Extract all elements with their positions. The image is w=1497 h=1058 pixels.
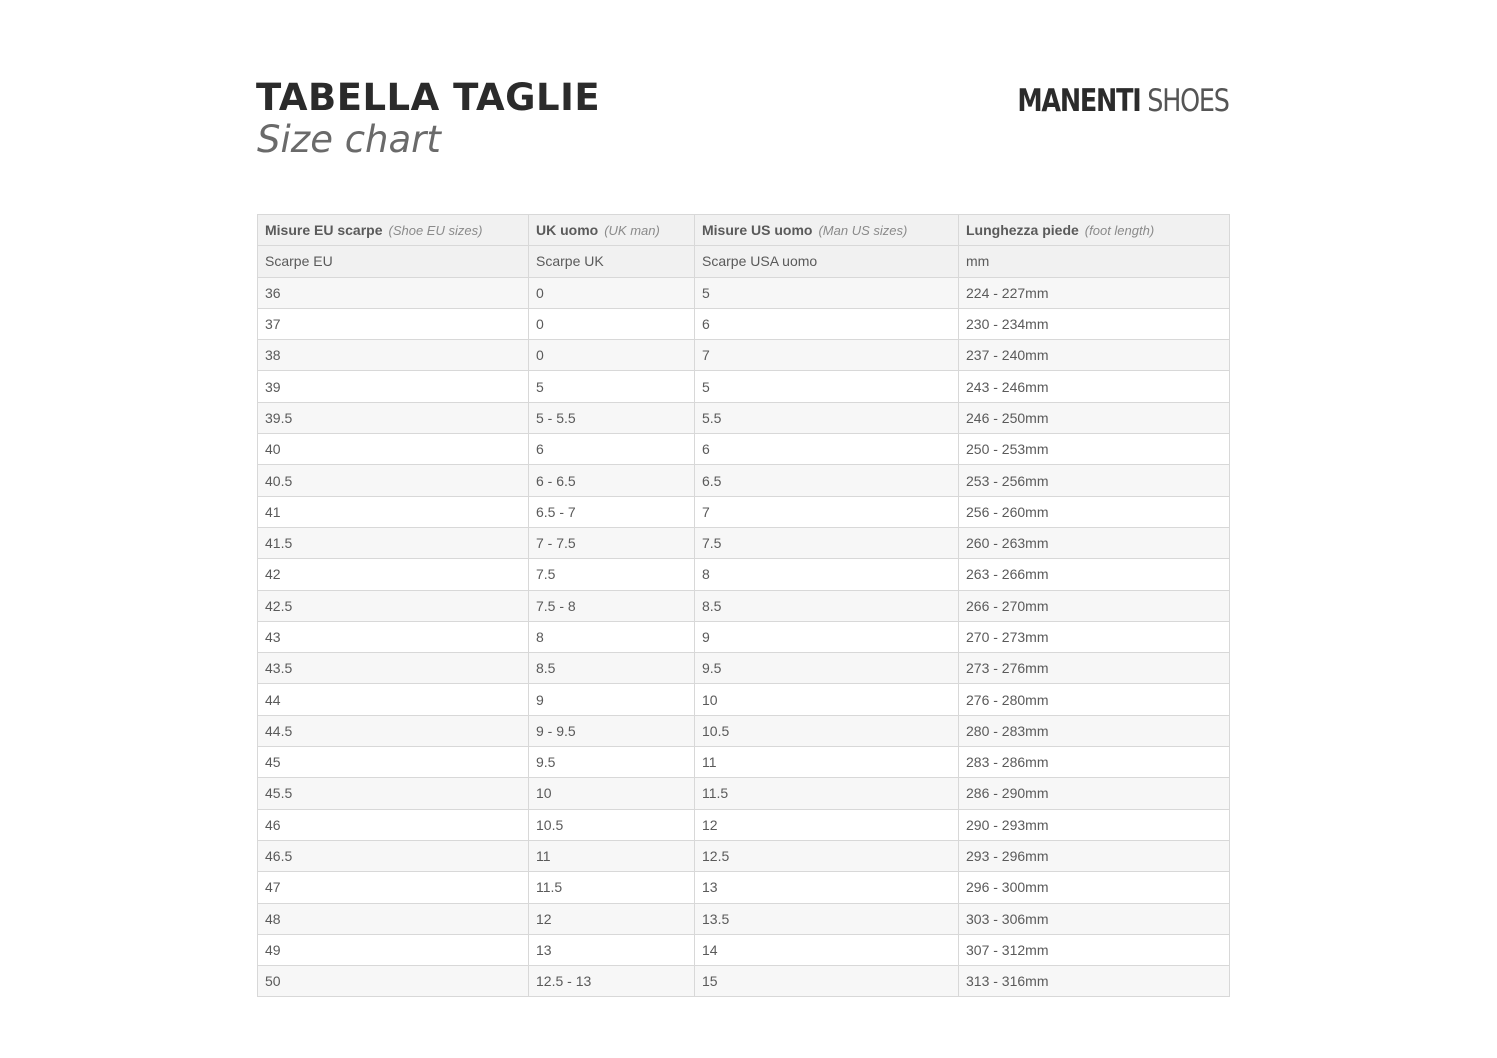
table-row xyxy=(258,966,1230,997)
cell-foot-length: 296 - 300mm xyxy=(959,872,1230,903)
cell-us-size: 13 xyxy=(695,872,959,903)
cell-us-size: 9.5 xyxy=(695,653,959,684)
cell-eu-size: 41.5 xyxy=(258,527,529,558)
cell-eu-size: 45 xyxy=(258,747,529,778)
cell-uk-size: 10.5 xyxy=(529,809,695,840)
cell-uk-size: 9.5 xyxy=(529,747,695,778)
cell-eu-size: 36 xyxy=(258,277,529,308)
cell-us-size: 14 xyxy=(695,934,959,965)
cell-foot-length: 283 - 286mm xyxy=(959,747,1230,778)
table-row xyxy=(258,308,1230,339)
table-row xyxy=(258,527,1230,558)
cell-us-size: 12.5 xyxy=(695,840,959,871)
cell-eu-size: 43 xyxy=(258,621,529,652)
cell-uk-size: 7.5 - 8 xyxy=(529,590,695,621)
cell-eu-size: 47 xyxy=(258,872,529,903)
cell-foot-length: 263 - 266mm xyxy=(959,559,1230,590)
cell-uk-size: 5 - 5.5 xyxy=(529,402,695,433)
cell-eu-size: 46.5 xyxy=(258,840,529,871)
cell-uk-size: 10 xyxy=(529,778,695,809)
table-row xyxy=(258,653,1230,684)
cell-eu-size: 37 xyxy=(258,308,529,339)
table-row xyxy=(258,621,1230,652)
cell-uk-size: 7.5 xyxy=(529,559,695,590)
cell-foot-length: 256 - 260mm xyxy=(959,496,1230,527)
table-row xyxy=(258,277,1230,308)
cell-foot-length: 266 - 270mm xyxy=(959,590,1230,621)
page-subtitle: Size chart xyxy=(257,118,441,161)
table-row xyxy=(258,840,1230,871)
cell-uk-size: 11 xyxy=(529,840,695,871)
table-row xyxy=(258,778,1230,809)
table-row xyxy=(258,559,1230,590)
cell-foot-length: 293 - 296mm xyxy=(959,840,1230,871)
cell-foot-length: 286 - 290mm xyxy=(959,778,1230,809)
cell-foot-length: 250 - 253mm xyxy=(959,434,1230,465)
cell-foot-length: 224 - 227mm xyxy=(959,277,1230,308)
size-chart-table xyxy=(257,214,1230,997)
header-uk xyxy=(529,215,695,246)
header-uk-label: UK uomo xyxy=(536,222,599,239)
header-eu-label: Misure EU scarpe xyxy=(265,222,383,239)
cell-foot-length: 237 - 240mm xyxy=(959,340,1230,371)
header-us xyxy=(695,215,959,246)
cell-eu-size: 41 xyxy=(258,496,529,527)
cell-eu-size: 42 xyxy=(258,559,529,590)
cell-us-size: 5 xyxy=(695,371,959,402)
cell-eu-size: 48 xyxy=(258,903,529,934)
cell-uk-size: 7 - 7.5 xyxy=(529,527,695,558)
cell-uk-size: 0 xyxy=(529,340,695,371)
header-eu-hint: (Shoe EU sizes) xyxy=(388,223,483,239)
table-row xyxy=(258,590,1230,621)
cell-us-size: 12 xyxy=(695,809,959,840)
page-title: TABELLA TAGLIE xyxy=(256,76,601,119)
table-row xyxy=(258,903,1230,934)
subheader-us: Scarpe USA uomo xyxy=(695,246,959,277)
cell-us-size: 9 xyxy=(695,621,959,652)
cell-eu-size: 49 xyxy=(258,934,529,965)
cell-us-size: 11 xyxy=(695,747,959,778)
brand-name-light: SHOES xyxy=(1147,83,1229,119)
cell-foot-length: 313 - 316mm xyxy=(959,966,1230,997)
table-body xyxy=(258,277,1230,997)
subheader-eu: Scarpe EU xyxy=(258,246,529,277)
cell-us-size: 5.5 xyxy=(695,402,959,433)
cell-foot-length: 270 - 273mm xyxy=(959,621,1230,652)
cell-us-size: 6.5 xyxy=(695,465,959,496)
cell-uk-size: 12 xyxy=(529,903,695,934)
table-row xyxy=(258,402,1230,433)
subheader-length: mm xyxy=(959,246,1230,277)
cell-us-size: 8 xyxy=(695,559,959,590)
subheader-uk: Scarpe UK xyxy=(529,246,695,277)
header-us-hint: (Man US sizes) xyxy=(818,223,908,239)
cell-eu-size: 46 xyxy=(258,809,529,840)
cell-uk-size: 6.5 - 7 xyxy=(529,496,695,527)
table-row xyxy=(258,809,1230,840)
cell-us-size: 6 xyxy=(695,434,959,465)
header-length xyxy=(959,215,1230,246)
cell-eu-size: 44.5 xyxy=(258,715,529,746)
header-us-label: Misure US uomo xyxy=(702,222,813,239)
cell-foot-length: 243 - 246mm xyxy=(959,371,1230,402)
table-row xyxy=(258,934,1230,965)
cell-eu-size: 40.5 xyxy=(258,465,529,496)
cell-foot-length: 246 - 250mm xyxy=(959,402,1230,433)
cell-eu-size: 40 xyxy=(258,434,529,465)
cell-us-size: 10.5 xyxy=(695,715,959,746)
cell-us-size: 7 xyxy=(695,340,959,371)
cell-eu-size: 44 xyxy=(258,684,529,715)
table-row xyxy=(258,496,1230,527)
cell-eu-size: 43.5 xyxy=(258,653,529,684)
cell-foot-length: 253 - 256mm xyxy=(959,465,1230,496)
cell-uk-size: 0 xyxy=(529,308,695,339)
cell-us-size: 13.5 xyxy=(695,903,959,934)
cell-foot-length: 273 - 276mm xyxy=(959,653,1230,684)
cell-foot-length: 307 - 312mm xyxy=(959,934,1230,965)
table-row xyxy=(258,684,1230,715)
cell-uk-size: 12.5 - 13 xyxy=(529,966,695,997)
table-row xyxy=(258,715,1230,746)
header-length-label: Lunghezza piede xyxy=(966,222,1079,239)
cell-uk-size: 5 xyxy=(529,371,695,402)
cell-us-size: 7.5 xyxy=(695,527,959,558)
cell-eu-size: 39.5 xyxy=(258,402,529,433)
cell-us-size: 8.5 xyxy=(695,590,959,621)
cell-uk-size: 8.5 xyxy=(529,653,695,684)
table-header-row xyxy=(258,215,1230,246)
cell-us-size: 6 xyxy=(695,308,959,339)
cell-us-size: 11.5 xyxy=(695,778,959,809)
table-row xyxy=(258,371,1230,402)
brand-name-strong: MANENTI xyxy=(1017,83,1141,119)
cell-us-size: 15 xyxy=(695,966,959,997)
table-row xyxy=(258,340,1230,371)
cell-uk-size: 13 xyxy=(529,934,695,965)
cell-foot-length: 280 - 283mm xyxy=(959,715,1230,746)
table-row xyxy=(258,434,1230,465)
cell-eu-size: 42.5 xyxy=(258,590,529,621)
cell-us-size: 7 xyxy=(695,496,959,527)
cell-foot-length: 276 - 280mm xyxy=(959,684,1230,715)
header-eu xyxy=(258,215,529,246)
header-length-hint: (foot length) xyxy=(1084,223,1155,239)
cell-eu-size: 45.5 xyxy=(258,778,529,809)
header-uk-hint: (UK man) xyxy=(604,223,660,239)
table-subheader-row xyxy=(258,246,1230,277)
cell-foot-length: 303 - 306mm xyxy=(959,903,1230,934)
cell-foot-length: 290 - 293mm xyxy=(959,809,1230,840)
cell-foot-length: 230 - 234mm xyxy=(959,308,1230,339)
cell-eu-size: 50 xyxy=(258,966,529,997)
cell-uk-size: 6 - 6.5 xyxy=(529,465,695,496)
cell-foot-length: 260 - 263mm xyxy=(959,527,1230,558)
cell-eu-size: 38 xyxy=(258,340,529,371)
cell-uk-size: 9 xyxy=(529,684,695,715)
cell-us-size: 5 xyxy=(695,277,959,308)
brand-logo xyxy=(1018,82,1229,120)
cell-uk-size: 8 xyxy=(529,621,695,652)
cell-eu-size: 39 xyxy=(258,371,529,402)
cell-uk-size: 11.5 xyxy=(529,872,695,903)
cell-uk-size: 6 xyxy=(529,434,695,465)
table-row xyxy=(258,747,1230,778)
table-row xyxy=(258,465,1230,496)
cell-uk-size: 9 - 9.5 xyxy=(529,715,695,746)
cell-us-size: 10 xyxy=(695,684,959,715)
cell-uk-size: 0 xyxy=(529,277,695,308)
table-row xyxy=(258,872,1230,903)
